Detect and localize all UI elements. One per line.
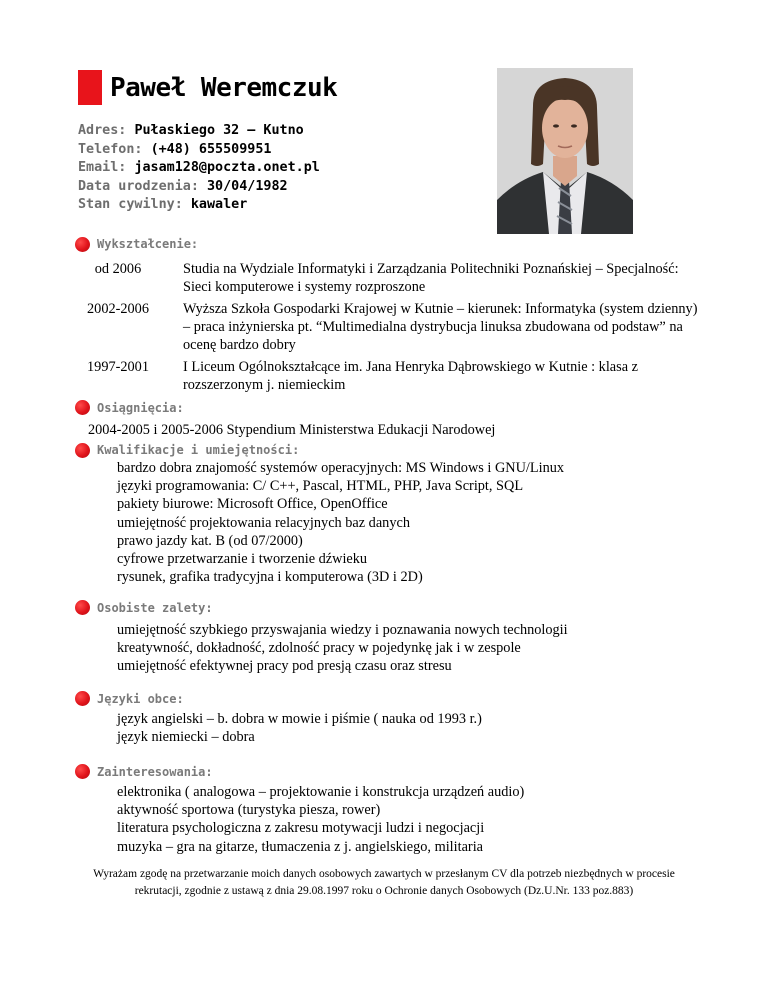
section-bullet-icon bbox=[75, 691, 90, 706]
contact-label: Data urodzenia: bbox=[78, 178, 199, 194]
contact-info bbox=[78, 122, 320, 215]
contact-phone bbox=[78, 141, 320, 160]
contact-label: Email: bbox=[78, 160, 127, 175]
list-item: umiejętność projektowania relacyjnych baz danych bbox=[117, 514, 410, 531]
contact-birthdate bbox=[78, 178, 320, 197]
list-item: języki programowania: C/ C++, Pascal, HTML, PHP, Java Script, SQL bbox=[117, 478, 524, 495]
list-item: muzyka – gra na gitarze, tłumaczenia z j. angielskiego, militaria bbox=[117, 838, 484, 855]
list-item: umiejętność efektywnej pracy pod presją czasu oraz stresu bbox=[117, 658, 452, 675]
list-item: kreatywność, dokładność, zdolność pracy w pojedynkę jak i w zespole bbox=[117, 640, 521, 657]
contact-marital-status bbox=[78, 196, 320, 215]
list-item: umiejętność szybkiego przyswajania wiedzy i poznawania nowych technologii bbox=[117, 622, 568, 638]
contact-label: Telefon: bbox=[78, 141, 143, 157]
section-bullet-icon bbox=[75, 600, 90, 615]
skills-list bbox=[117, 459, 564, 586]
education-years: 2002-2006 bbox=[87, 301, 149, 317]
section-title-personal: Osobiste zalety: bbox=[97, 601, 213, 615]
section-bullet-icon bbox=[75, 237, 90, 252]
interests-list bbox=[117, 783, 524, 856]
list-item: prawo jazdy kat. B (od 07/2000) bbox=[117, 532, 303, 549]
red-square-icon bbox=[78, 70, 102, 105]
contact-value: jasam128@poczta.onet.pl bbox=[134, 160, 320, 175]
education-years: od 2006 bbox=[94, 261, 142, 277]
contact-value: (+48) 655509951 bbox=[150, 141, 272, 157]
list-item: literatura psychologiczna z zakresu motywacji ludzi i negocjacji bbox=[117, 820, 485, 837]
section-title-education: Wykształcenie: bbox=[97, 237, 199, 251]
list-item: język angielski – b. dobra w mowie i piśmie ( nauka od 1993 r.) bbox=[117, 711, 482, 727]
list-item: pakiety biurowe: Microsoft Office, OpenOffice bbox=[117, 496, 388, 513]
list-item: rysunek, grafika tradycyjna i komputerowa (3D i 2D) bbox=[117, 569, 423, 586]
education-description: I Liceum Ogólnokształcące im. Jana Henryka Dąbrowskiego w Kutnie : klasa z rozszerzonym j. niemieckim bbox=[183, 359, 638, 394]
contact-value: Pułaskiego 32 – Kutno bbox=[134, 123, 304, 138]
personal-list bbox=[117, 621, 568, 676]
portrait-photo bbox=[497, 68, 633, 234]
section-bullet-icon bbox=[75, 400, 90, 415]
contact-label: Stan cywilny: bbox=[78, 197, 183, 212]
education-description: Wyższa Szkoła Gospodarki Krajowej w Kutnie – kierunek: Informatyka (system dzienny) – praca inżynierska pt. “Multimedialna dystrybucja linuksa zbudowana od podstaw” na ocenę bardzo dobry bbox=[183, 301, 698, 354]
section-title-interests: Zainteresowania: bbox=[97, 765, 213, 779]
list-item: aktywność sportowa (turystyka piesza, rower) bbox=[117, 802, 381, 819]
name-header bbox=[78, 70, 337, 105]
section-bullet-icon bbox=[75, 764, 90, 779]
person-name: Paweł Weremczuk bbox=[110, 72, 338, 103]
languages-list bbox=[117, 710, 482, 746]
list-item: elektronika ( analogowa – projektowanie i konstrukcja urządzeń audio) bbox=[117, 784, 525, 800]
achievements-text: 2004-2005 i 2005-2006 Stypendium Ministerstwa Edukacji Narodowej bbox=[88, 422, 496, 438]
contact-email bbox=[78, 159, 320, 178]
education-description: Studia na Wydziale Informatyki i Zarządzania Politechniki Poznańskiej – Specjalność: Sieci komputerowe i systemy rozproszone bbox=[183, 261, 679, 296]
list-item: język niemiecki – dobra bbox=[117, 729, 255, 746]
contact-address bbox=[78, 122, 320, 141]
section-title-achievements: Osiągnięcia: bbox=[97, 401, 184, 415]
contact-value: 30/04/1982 bbox=[207, 178, 288, 194]
portrait-photo-icon bbox=[497, 68, 633, 234]
list-item: bardzo dobra znajomość systemów operacyjnych: MS Windows i GNU/Linux bbox=[117, 460, 565, 476]
education-years: 1997-2001 bbox=[87, 359, 149, 375]
section-title-skills: Kwalifikacje i umiejętności: bbox=[97, 443, 300, 457]
section-title-languages: Języki obce: bbox=[97, 692, 184, 706]
consent-clause: Wyrażam zgodę na przetwarzanie moich danych osobowych zawartych w przesłanym CV dla potrzeb niezbędnych w procesie rekrutacji, zgodnie z ustawą z dnia 29.08.1997 roku o Ochronie danych Osobowych (Dz.U.Nr. 133 poz.883) bbox=[93, 868, 675, 897]
contact-label: Adres: bbox=[78, 123, 127, 138]
contact-value: kawaler bbox=[190, 197, 248, 212]
section-bullet-icon bbox=[75, 443, 90, 458]
list-item: cyfrowe przetwarzanie i tworzenie dźwieku bbox=[117, 551, 368, 568]
